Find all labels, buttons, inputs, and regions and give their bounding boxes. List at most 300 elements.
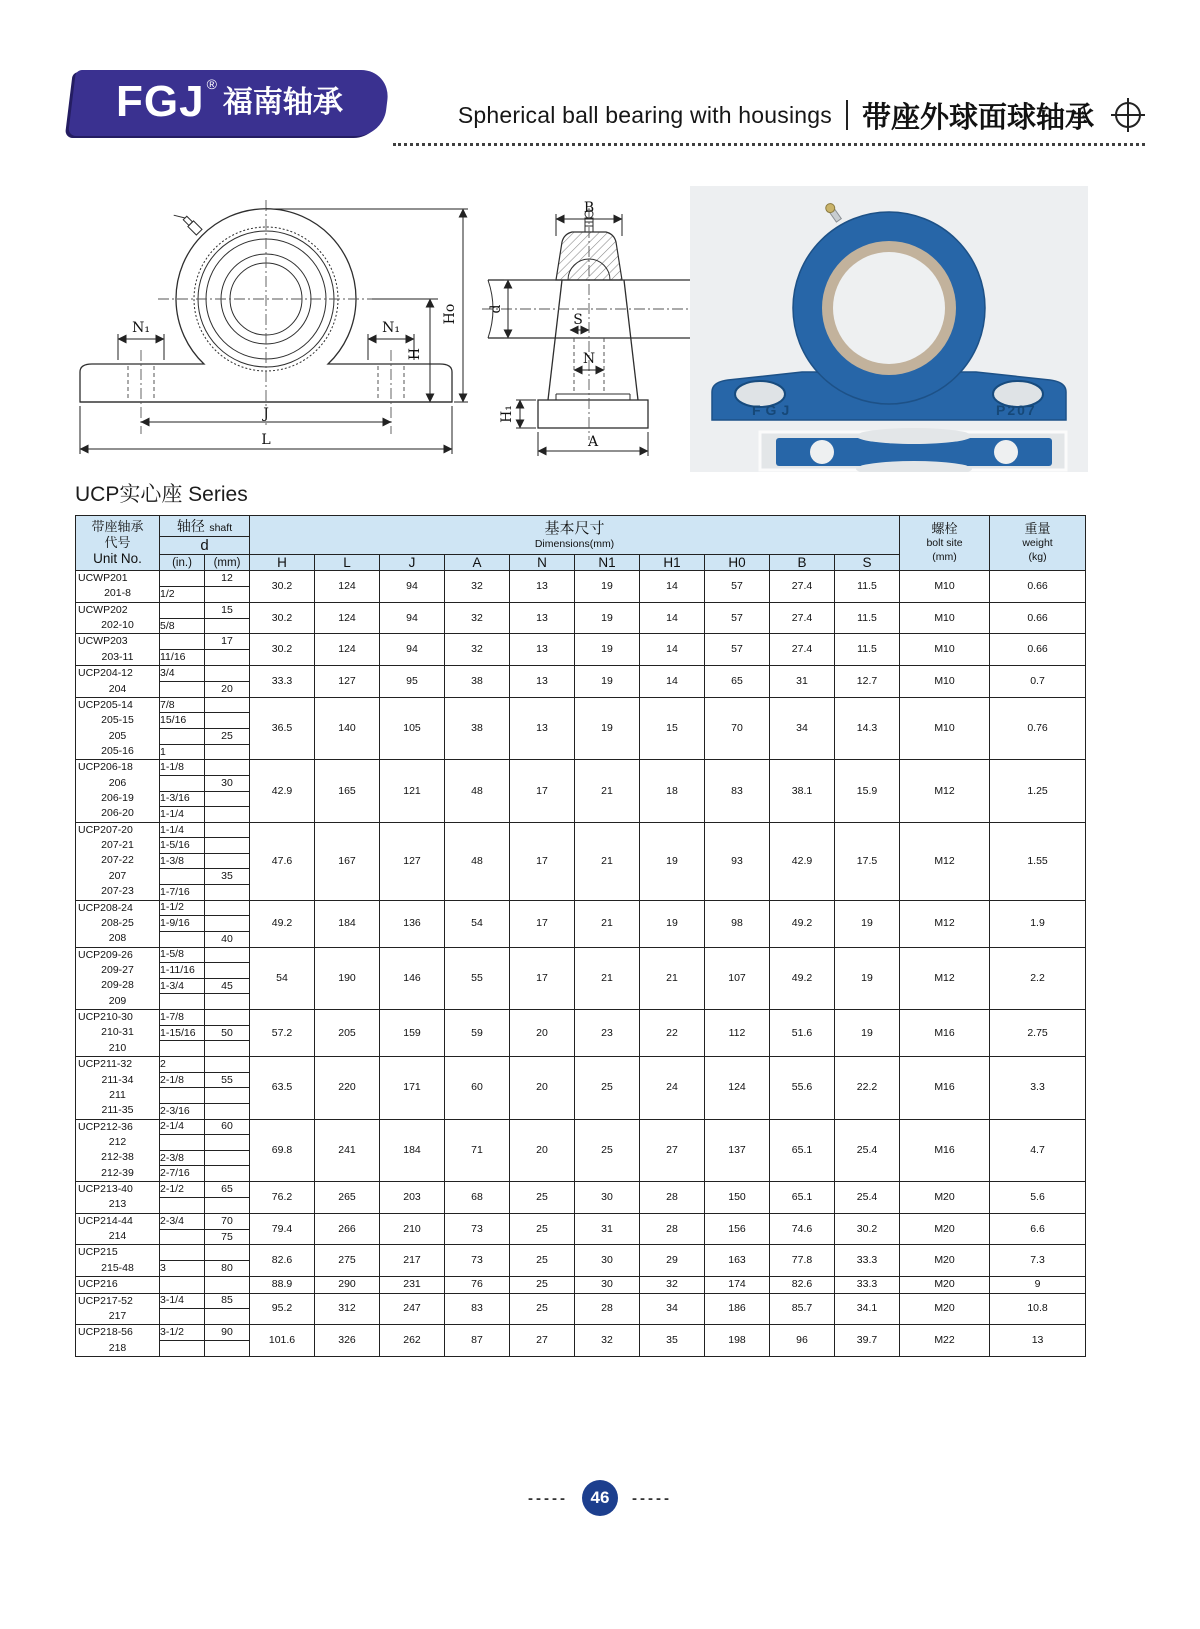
dim-value-cell: 74.6: [770, 1213, 835, 1245]
dim-value-cell: 101.6: [250, 1325, 315, 1357]
dim-value-cell: 30.2: [250, 602, 315, 634]
dim-value-cell: 24: [640, 1057, 705, 1119]
dim-value-cell: 13: [510, 634, 575, 666]
unit-no: 217: [108, 1309, 127, 1322]
dim-value-cell: 27.4: [770, 634, 835, 666]
unit-no-cell: [76, 602, 160, 634]
unit-no: 206-20: [101, 807, 134, 820]
dim-value-cell: 124: [705, 1057, 770, 1119]
dim-label-j: J: [263, 406, 269, 422]
dim-value-cell: 18: [640, 760, 705, 822]
registered-trademark-icon: ®: [206, 76, 217, 92]
dim-value-cell: 11.5: [835, 602, 900, 634]
dim-value-cell: 32: [575, 1325, 640, 1357]
weight-cell: 1.25: [990, 760, 1086, 822]
unit-no-cell: [76, 1119, 160, 1181]
spec-row: [76, 1182, 1086, 1198]
shaft-mm-cell: [205, 791, 250, 807]
bolt-size-cell: M16: [900, 1010, 990, 1057]
dim-value-cell: 19: [575, 571, 640, 603]
dim-value-cell: 33.3: [835, 1277, 900, 1293]
front-view-drawing: [66, 188, 480, 464]
side-view-drawing: [482, 188, 704, 464]
dim-value-cell: 326: [315, 1325, 380, 1357]
shaft-mm-cell: 25: [205, 729, 250, 745]
weight-cell: 0.66: [990, 571, 1086, 603]
dim-value-cell: 88.9: [250, 1277, 315, 1293]
dim-value-cell: 17: [510, 900, 575, 947]
dim-label-n: N: [582, 351, 596, 367]
col-header-unit-no: [76, 516, 160, 571]
cast-model-text: P207: [996, 402, 1037, 418]
dim-value-cell: 13: [510, 666, 575, 698]
dim-value-cell: 49.2: [770, 900, 835, 947]
dim-value-cell: 57: [705, 571, 770, 603]
dim-value-cell: 105: [380, 697, 445, 759]
dim-value-cell: 19: [640, 822, 705, 900]
col-header-unit-cn1: 带座轴承: [91, 519, 144, 534]
unit-no: UCP215: [78, 1246, 118, 1259]
bolt-size-cell: M16: [900, 1057, 990, 1119]
spec-row: [76, 822, 1086, 838]
dim-value-cell: 19: [835, 1010, 900, 1057]
unit-no: 208: [108, 932, 127, 945]
dim-value-cell: 76: [445, 1277, 510, 1293]
shaft-mm-cell: [205, 1057, 250, 1073]
unit-no: UCP207-20: [78, 823, 133, 836]
unit-no: UCP218-56: [78, 1326, 133, 1339]
dim-value-cell: 32: [445, 634, 510, 666]
shaft-in-cell: 2-1/8: [160, 1072, 205, 1088]
dim-value-cell: 25.4: [835, 1182, 900, 1214]
shaft-mm-cell: [205, 1041, 250, 1057]
dim-value-cell: 312: [315, 1293, 380, 1325]
shaft-mm-cell: [205, 884, 250, 900]
col-header-N: N: [510, 555, 575, 571]
dim-value-cell: 25: [575, 1057, 640, 1119]
weight-cell: 0.76: [990, 697, 1086, 759]
dim-value-cell: 25: [510, 1293, 575, 1325]
dim-value-cell: 36.5: [250, 697, 315, 759]
weight-cell: 2.2: [990, 947, 1086, 1009]
shaft-mm-cell: 80: [205, 1261, 250, 1277]
shaft-mm-cell: [205, 760, 250, 776]
dim-value-cell: 163: [705, 1245, 770, 1277]
footer-dashes-left: -----: [528, 1489, 568, 1507]
shaft-in-cell: [160, 1309, 205, 1325]
shaft-in-cell: 1: [160, 744, 205, 760]
shaft-in-cell: 1-15/16: [160, 1025, 205, 1041]
weight-cell: 1.9: [990, 900, 1086, 947]
unit-no-cell: [76, 571, 160, 603]
unit-no: UCP210-30: [78, 1011, 133, 1024]
dim-value-cell: 19: [835, 947, 900, 1009]
unit-no: 207: [108, 869, 127, 882]
dim-value-cell: 19: [835, 900, 900, 947]
dim-value-cell: 20: [510, 1010, 575, 1057]
shaft-mm-cell: 55: [205, 1072, 250, 1088]
dim-value-cell: 27.4: [770, 571, 835, 603]
brand-logo-text: [116, 72, 343, 134]
shaft-in-cell: 2-3/8: [160, 1150, 205, 1166]
unit-no-cell: [76, 822, 160, 900]
spec-row: [76, 1213, 1086, 1229]
bore-hole: [833, 252, 945, 364]
dim-value-cell: 31: [575, 1213, 640, 1245]
dim-value-cell: 171: [380, 1057, 445, 1119]
unit-no: UCP209-26: [78, 948, 133, 961]
shaft-in-cell: 3-1/2: [160, 1325, 205, 1341]
dim-value-cell: 20: [510, 1119, 575, 1181]
unit-no-cell: [76, 1325, 160, 1357]
pillow-block-photo-art: [690, 186, 1088, 472]
shaft-in-cell: 1-1/4: [160, 822, 205, 838]
dim-value-cell: 17: [510, 760, 575, 822]
dim-value-cell: 71: [445, 1119, 510, 1181]
weight-cell: 1.55: [990, 822, 1086, 900]
dim-value-cell: 42.9: [770, 822, 835, 900]
dim-value-cell: 79.4: [250, 1213, 315, 1245]
dim-label-ho: Ho: [442, 303, 458, 325]
spec-row: [76, 571, 1086, 587]
col-header-H1: H1: [640, 555, 705, 571]
dim-value-cell: 93: [705, 822, 770, 900]
dim-value-cell: 25: [510, 1245, 575, 1277]
spec-row: [76, 697, 1086, 713]
shaft-mm-cell: [205, 1341, 250, 1357]
bolt-size-cell: M12: [900, 760, 990, 822]
dim-value-cell: 14: [640, 571, 705, 603]
dim-value-cell: 38.1: [770, 760, 835, 822]
dim-value-cell: 34.1: [835, 1293, 900, 1325]
dim-label-l: L: [261, 432, 271, 448]
bolt-size-cell: M20: [900, 1245, 990, 1277]
dim-value-cell: 167: [315, 822, 380, 900]
dim-value-cell: 21: [640, 947, 705, 1009]
dim-value-cell: 82.6: [770, 1277, 835, 1293]
dim-value-cell: 146: [380, 947, 445, 1009]
weight-cell: 0.66: [990, 634, 1086, 666]
weight-cell: 2.75: [990, 1010, 1086, 1057]
dim-value-cell: 87: [445, 1325, 510, 1357]
dim-value-cell: 28: [640, 1182, 705, 1214]
dim-label-n1-left: N₁: [132, 320, 150, 336]
weight-cell: 13: [990, 1325, 1086, 1357]
shaft-in-cell: 1-1/4: [160, 807, 205, 823]
shaft-in-cell: 2-3/4: [160, 1213, 205, 1229]
shaft-in-cell: 3: [160, 1261, 205, 1277]
unit-no: UCP217-52: [78, 1294, 133, 1307]
weight-cell: 3.3: [990, 1057, 1086, 1119]
shaft-in-cell: [160, 729, 205, 745]
dim-value-cell: 136: [380, 900, 445, 947]
dim-value-cell: 25: [510, 1277, 575, 1293]
unit-no-cell: [76, 634, 160, 666]
section-title: UCP实心座 Series: [75, 483, 248, 506]
dim-value-cell: 19: [640, 900, 705, 947]
dim-value-cell: 63.5: [250, 1057, 315, 1119]
shaft-in-cell: [160, 775, 205, 791]
dim-value-cell: 165: [315, 760, 380, 822]
weight-cell: 5.6: [990, 1182, 1086, 1214]
dim-value-cell: 82.6: [250, 1245, 315, 1277]
shaft-in-cell: 3/4: [160, 666, 205, 682]
dim-value-cell: 54: [250, 947, 315, 1009]
dim-value-cell: 30.2: [250, 634, 315, 666]
unit-no: 213: [108, 1198, 127, 1211]
page-title-english: Spherical ball bearing with housings: [457, 101, 832, 128]
unit-no: UCP216: [78, 1278, 118, 1291]
brand-name-chinese: 福南轴承: [222, 86, 343, 119]
col-header-J: J: [380, 555, 445, 571]
shaft-mm-cell: 75: [205, 1229, 250, 1245]
dim-value-cell: 30: [575, 1277, 640, 1293]
shaft-mm-cell: [205, 744, 250, 760]
dim-value-cell: 49.2: [770, 947, 835, 1009]
shaft-in-cell: [160, 634, 205, 650]
bolt-size-cell: M10: [900, 634, 990, 666]
shaft-mm-cell: [205, 1277, 250, 1293]
shaft-mm-cell: 50: [205, 1025, 250, 1041]
shaft-in-cell: 1-7/16: [160, 884, 205, 900]
dim-value-cell: 85.7: [770, 1293, 835, 1325]
grease-nipple: [174, 208, 202, 236]
shaft-in-cell: 1-7/8: [160, 1010, 205, 1026]
shaft-in-cell: 2-3/16: [160, 1103, 205, 1119]
dim-value-cell: 31: [770, 666, 835, 698]
unit-no: 201-8: [104, 587, 131, 600]
unit-no-cell: [76, 1245, 160, 1277]
weight-cell: 0.66: [990, 602, 1086, 634]
shaft-mm-cell: [205, 1135, 250, 1151]
shaft-in-cell: [160, 1041, 205, 1057]
dim-label-s: S: [573, 312, 583, 328]
dim-value-cell: 96: [770, 1325, 835, 1357]
weight-cell: 4.7: [990, 1119, 1086, 1181]
dim-label-d: d: [488, 304, 504, 314]
shaft-mm-cell: 45: [205, 978, 250, 994]
shaft-in-cell: 2-1/4: [160, 1119, 205, 1135]
dim-value-cell: 21: [575, 947, 640, 1009]
dim-value-cell: 38: [445, 697, 510, 759]
shaft-in-cell: 1-5/8: [160, 947, 205, 963]
shaft-mm-cell: [205, 916, 250, 932]
dim-value-cell: 27: [510, 1325, 575, 1357]
page-footer: [0, 1480, 1200, 1516]
shaft-in-cell: 2: [160, 1057, 205, 1073]
shaft-mm-cell: [205, 963, 250, 979]
shaft-mm-cell: 12: [205, 571, 250, 587]
dim-value-cell: 13: [510, 697, 575, 759]
dim-value-cell: 83: [705, 760, 770, 822]
dim-value-cell: 22: [640, 1010, 705, 1057]
shaft-in-cell: [160, 1277, 205, 1293]
dim-value-cell: 12.7: [835, 666, 900, 698]
dim-value-cell: 107: [705, 947, 770, 1009]
dim-value-cell: 150: [705, 1182, 770, 1214]
shaft-mm-cell: 90: [205, 1325, 250, 1341]
dim-value-cell: 68: [445, 1182, 510, 1214]
spec-row: [76, 947, 1086, 963]
dim-value-cell: 127: [315, 666, 380, 698]
dim-value-cell: 73: [445, 1213, 510, 1245]
unit-no: 206-19: [101, 792, 134, 805]
unit-no: UCWP203: [78, 635, 128, 648]
shaft-mm-cell: [205, 900, 250, 916]
dim-value-cell: 21: [575, 900, 640, 947]
shaft-in-cell: [160, 869, 205, 885]
dim-label-h: H: [407, 347, 423, 361]
dim-value-cell: 33.3: [835, 1245, 900, 1277]
dim-label-a: A: [587, 434, 599, 450]
shaft-mm-cell: 20: [205, 682, 250, 698]
dim-value-cell: 190: [315, 947, 380, 1009]
unit-no: 215-48: [101, 1261, 134, 1274]
spec-row: [76, 1010, 1086, 1026]
unit-no-cell: [76, 1010, 160, 1057]
dim-value-cell: 203: [380, 1182, 445, 1214]
dim-value-cell: 15: [640, 697, 705, 759]
unit-no: 208-25: [101, 916, 134, 929]
col-header-bolt: 螺栓 bolt site (mm): [900, 516, 990, 571]
dim-value-cell: 27: [640, 1119, 705, 1181]
dim-value-cell: 25.4: [835, 1119, 900, 1181]
bolt-size-cell: M16: [900, 1119, 990, 1181]
col-header-unit-en: Unit No.: [93, 551, 142, 566]
shaft-mm-cell: 65: [205, 1182, 250, 1198]
dim-value-cell: 32: [445, 571, 510, 603]
unit-no: 211: [109, 1088, 126, 1101]
shaft-in-cell: 1-5/16: [160, 838, 205, 854]
dim-value-cell: 55.6: [770, 1057, 835, 1119]
dim-value-cell: 241: [315, 1119, 380, 1181]
shaft-in-cell: [160, 994, 205, 1010]
shaft-mm-cell: 70: [205, 1213, 250, 1229]
col-header-unit-cn2: 代号: [104, 535, 131, 550]
footer-dashes-right: -----: [632, 1489, 672, 1507]
weight-cell: 9: [990, 1277, 1086, 1293]
dim-value-cell: 262: [380, 1325, 445, 1357]
shaft-mm-cell: [205, 650, 250, 666]
unit-no: UCP211-32: [78, 1058, 133, 1071]
unit-no: 202-10: [101, 619, 134, 632]
dim-value-cell: 65.1: [770, 1119, 835, 1181]
shaft-in-cell: [160, 1229, 205, 1245]
dim-value-cell: 124: [315, 634, 380, 666]
shaft-mm-cell: [205, 1309, 250, 1325]
dim-value-cell: 266: [315, 1213, 380, 1245]
dim-value-cell: 22.2: [835, 1057, 900, 1119]
shaft-in-cell: 1-3/4: [160, 978, 205, 994]
shaft-in-cell: 1/2: [160, 586, 205, 602]
title-divider: [846, 100, 848, 130]
page-title-chinese: 带座外球面球轴承: [861, 101, 1094, 134]
page-number-badge: 46: [582, 1480, 618, 1516]
unit-no-cell: [76, 1182, 160, 1214]
brand-name: FGJ: [116, 77, 205, 126]
col-header-H0: H0: [705, 555, 770, 571]
unit-no: UCP206-18: [78, 761, 133, 774]
shaft-mm-cell: 15: [205, 602, 250, 618]
unit-no-cell: [76, 1293, 160, 1325]
dim-value-cell: 15.9: [835, 760, 900, 822]
unit-no: 209-27: [101, 963, 134, 976]
dim-value-cell: 95.2: [250, 1293, 315, 1325]
spec-table-header: [76, 516, 1086, 571]
unit-no: UCP212-36: [78, 1120, 133, 1133]
col-header-shaft: 轴径 shaft: [160, 516, 250, 537]
unit-no-cell: [76, 1057, 160, 1119]
bolt-size-cell: M20: [900, 1182, 990, 1214]
shaft-in-cell: [160, 682, 205, 698]
shaft-in-cell: [160, 1088, 205, 1104]
dim-value-cell: 17: [510, 947, 575, 1009]
dim-value-cell: 14: [640, 602, 705, 634]
unit-no: 209: [108, 994, 127, 1007]
unit-no: 218: [108, 1341, 127, 1354]
shaft-in-cell: 5/8: [160, 618, 205, 634]
unit-no: 206: [108, 776, 127, 789]
dim-value-cell: 220: [315, 1057, 380, 1119]
shaft-mm-cell: 60: [205, 1119, 250, 1135]
dim-value-cell: 30: [575, 1182, 640, 1214]
shaft-mm-cell: [205, 822, 250, 838]
dim-value-cell: 127: [380, 822, 445, 900]
shaft-mm-cell: [205, 618, 250, 634]
shaft-in-cell: [160, 931, 205, 947]
bolt-size-cell: M10: [900, 571, 990, 603]
unit-no: UCP204-12: [78, 667, 133, 680]
dim-value-cell: 17: [510, 822, 575, 900]
dim-label-b: B: [583, 200, 595, 216]
unit-no: 212: [108, 1135, 127, 1148]
dim-value-cell: 28: [575, 1293, 640, 1325]
bolt-size-cell: M20: [900, 1293, 990, 1325]
dim-value-cell: 57.2: [250, 1010, 315, 1057]
bolt-size-cell: M12: [900, 900, 990, 947]
dim-value-cell: 30.2: [835, 1213, 900, 1245]
weight-cell: 6.6: [990, 1213, 1086, 1245]
dim-value-cell: 124: [315, 571, 380, 603]
dim-value-cell: 174: [705, 1277, 770, 1293]
dim-value-cell: 11.5: [835, 634, 900, 666]
spec-row: [76, 1293, 1086, 1309]
col-header-A: A: [445, 555, 510, 571]
dim-value-cell: 23: [575, 1010, 640, 1057]
col-header-dimensions: 基本尺寸 Dimensions(mm): [250, 516, 900, 555]
unit-no: UCP213-40: [78, 1183, 133, 1196]
col-header-H: H: [250, 555, 315, 571]
shaft-mm-cell: [205, 1245, 250, 1261]
unit-no-cell: [76, 947, 160, 1009]
shaft-mm-cell: [205, 586, 250, 602]
dim-value-cell: 20: [510, 1057, 575, 1119]
dim-value-cell: 48: [445, 822, 510, 900]
dim-value-cell: 28: [640, 1213, 705, 1245]
unit-no-cell: [76, 697, 160, 759]
unit-no: 204: [108, 682, 127, 695]
dim-value-cell: 34: [770, 697, 835, 759]
dim-value-cell: 247: [380, 1293, 445, 1325]
spec-row: [76, 602, 1086, 618]
shaft-in-cell: 1-1/8: [160, 760, 205, 776]
dim-value-cell: 57: [705, 602, 770, 634]
dim-value-cell: 35: [640, 1325, 705, 1357]
col-header-L: L: [315, 555, 380, 571]
spec-row: [76, 1325, 1086, 1341]
unit-no-cell: [76, 760, 160, 822]
dim-value-cell: 11.5: [835, 571, 900, 603]
